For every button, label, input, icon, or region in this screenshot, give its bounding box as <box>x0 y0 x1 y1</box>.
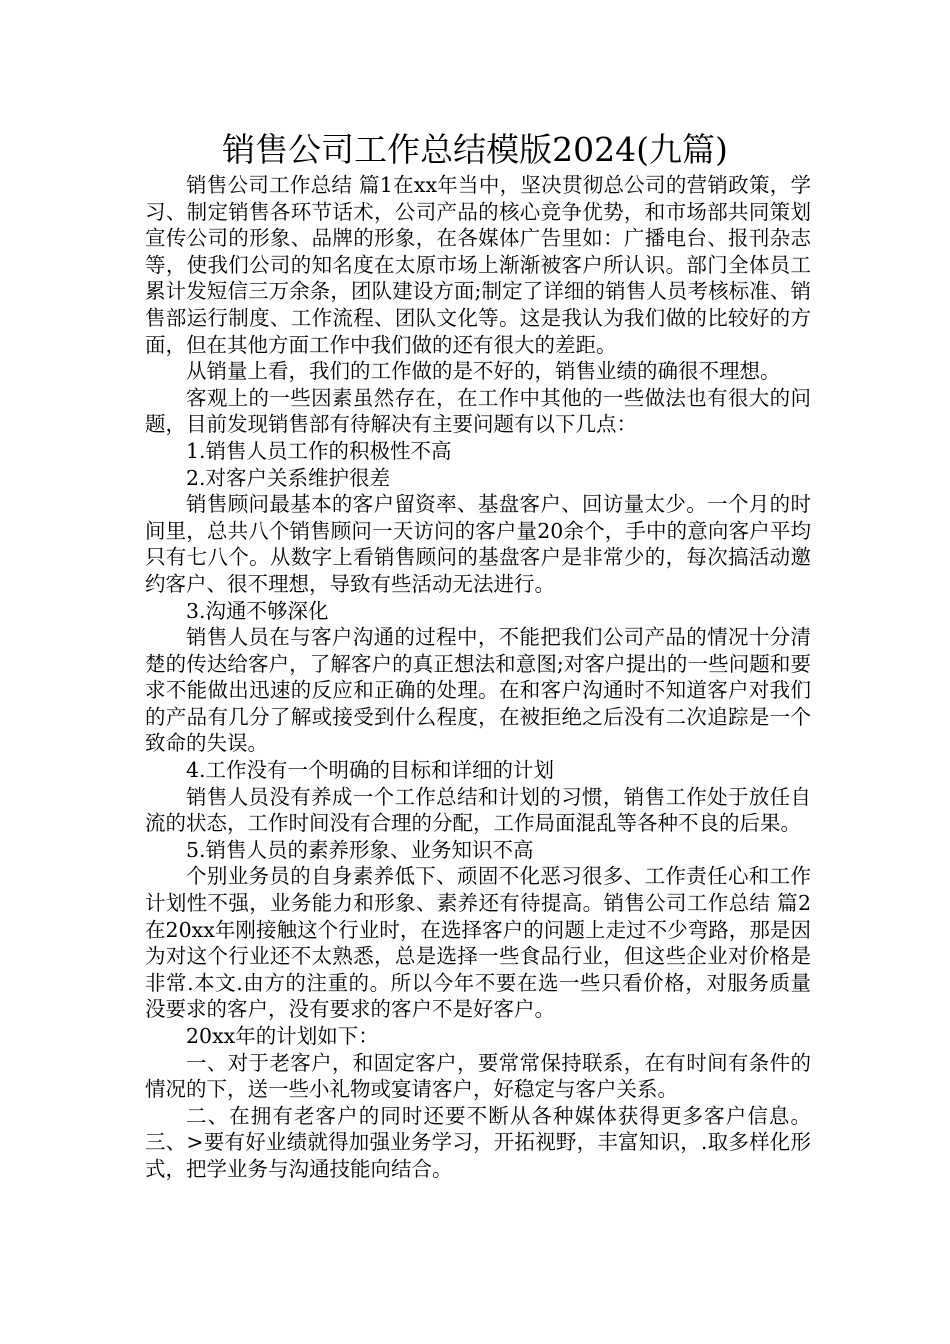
paragraph: 个别业务员的自身素养低下、顽固不化恶习很多、工作责任心和工作计划性不强，业务能力和形象、素养还有待提高。销售公司工作总结 篇2在20xx年刚接触这个行业时，在选择客户的问题上走过不少弯路，那是因为对这个行业还不太熟悉，总是选择一些食品行业，但这些企业对价格是非常.本文.由方的注重的。所以今年不要在选一些只看价格，对服务质量没要求的客户，没有要求的客户不是好客户。 <box>145 864 811 1022</box>
paragraph: 客观上的一些因素虽然存在，在工作中其他的一些做法也有很大的问题，目前发现销售部有待解决有主要问题有以下几点： <box>145 385 811 437</box>
paragraph-heading: 3.沟通不够深化 <box>186 598 329 623</box>
paragraph-heading: 5.销售人员的素养形象、业务知识不高 <box>186 837 534 862</box>
paragraph: 二、在拥有老客户的同时还要不断从各种媒体获得更多客户信息。三、>要有好业绩就得加强业务学习，开拓视野，丰富知识，.取多样化形式，把学业务与沟通技能向结合。 <box>145 1103 811 1181</box>
paragraph: 销售顾问最基本的客户留资率、基盘客户、回访量太少。一个月的时间里，总共八个销售顾问一天访问的客户量20余个，手中的意向客户平均只有七八个。从数字上看销售顾问的基盘客户是非常少的，每次搞活动邀约客户、很不理想，导致有些活动无法进行。 <box>145 492 811 596</box>
paragraph: 一、对于老客户，和固定客户，要常常保持联系，在有时间有条件的情况的下，送一些小礼物或宴请客户，好稳定与客户关系。 <box>145 1050 811 1102</box>
document-title: 销售公司工作总结模版2024(九篇) <box>222 130 728 169</box>
paragraph-heading: 4.工作没有一个明确的目标和详细的计划 <box>186 758 555 783</box>
paragraph-heading: 1.销售人员工作的积极性不高 <box>186 438 452 463</box>
paragraph: 20xx年的计划如下： <box>186 1024 379 1048</box>
paragraph: 从销量上看，我们的工作做的是不好的，销售业绩的确很不理想。 <box>186 359 781 384</box>
paragraph: 销售人员在与客户沟通的过程中，不能把我们公司产品的情况十分清楚的传达给客户，了解客户的真正想法和意图;对客户提出的一些问题和要求不能做出迅速的反应和正确的处理。在和客户沟通时不知道客户对我们的产品有几分了解或接受到什么程度，在被拒绝之后没有二次追踪是一个致命的失误。 <box>145 625 811 756</box>
paragraph: 销售公司工作总结 篇1在xx年当中，坚决贯彻总公司的营销政策，学习、制定销售各环节话术，公司产品的核心竞争优势，和市场部共同策划宣传公司的形象、品牌的形象，在各媒体广告里如：广播电台、报刊杂志等，使我们公司的知名度在太原市场上渐渐被客户所认识。部门全体员工累计发短信三万余条，团队建设方面;制定了详细的销售人员考核标准、销售部运行制度、工作流程、团队文化等。这是我认为我们做的比较好的方面，但在其他方面工作中我们做的还有很大的差距。 <box>145 173 811 357</box>
document-body <box>145 172 811 1183</box>
paragraph: 销售人员没有养成一个工作总结和计划的习惯，销售工作处于放任自流的状态，工作时间没有合理的分配，工作局面混乱等各种不良的后果。 <box>145 784 811 836</box>
paragraph-heading: 2.对客户关系维护很差 <box>186 465 391 490</box>
